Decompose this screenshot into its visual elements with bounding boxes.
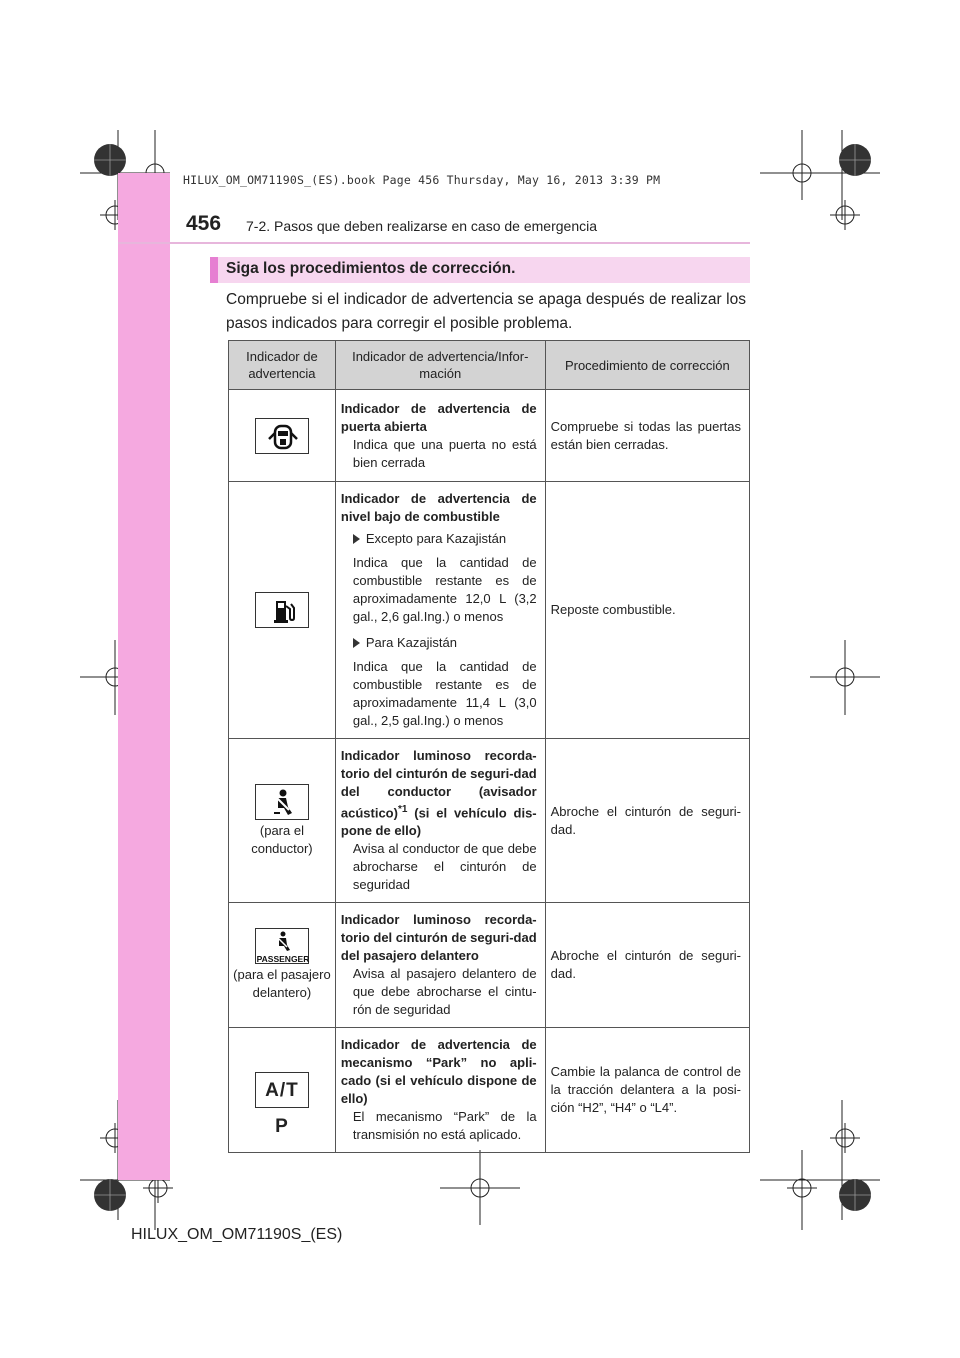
page-number: 456: [186, 212, 222, 235]
column-header: Indicador de advertencia: [229, 341, 336, 390]
indicator-name: Indicador luminoso recorda-torio del cinturón de seguri-dad del pasajero delantero: [340, 912, 537, 964]
table-header-row: [229, 341, 750, 390]
indicator-description: Avisa al conductor de que debe abrocharse el cinturón de seguridad: [352, 841, 537, 893]
procedure-text: Cambie la palanca de control de la tracción delantera a la posi-ción “H2”, “H4” o “L4”.: [550, 1064, 741, 1116]
procedure-text: Compruebe si todas las puertas están bien cerradas.: [550, 418, 741, 452]
icon-caption: (para el conductor): [251, 822, 313, 856]
seatbelt-icon: [255, 784, 309, 820]
triangle-bullet-icon: [353, 534, 360, 544]
indicator-name: Indicador de advertencia de mecanismo “Park” no apli-cado (si el vehículo dispone de ello): [340, 1037, 537, 1107]
footer-code: HILUX_OM_OM71190S_(ES): [131, 1226, 343, 1243]
section-heading-text: Siga los procedimientos de corrección.: [226, 260, 516, 277]
list-item: Excepto para Kazajistán: [341, 530, 537, 548]
procedure-text: Abroche el cinturón de seguri-dad.: [550, 803, 741, 837]
list-item: Para Kazajistán: [341, 634, 537, 652]
triangle-bullet-icon: [353, 638, 360, 648]
footnote-mark: *1: [397, 804, 408, 815]
section-heading-bar: [210, 257, 218, 283]
table-row: [229, 390, 750, 482]
icon-caption: (para el pasajero delantero): [233, 967, 331, 1001]
at-p-icon: A/T P: [255, 1072, 309, 1108]
indicator-description: Avisa al pasajero delantero de que debe abrocharse el cintu-rón de seguridad: [352, 966, 537, 1018]
procedure-text: Reposte combustible.: [550, 602, 676, 617]
chapter-title: 7-2. Pasos que deben realizarse en caso de emergencia: [246, 218, 597, 234]
passenger-label: PASSENGER: [256, 954, 310, 965]
table-row: [229, 1028, 750, 1153]
book-stamp: HILUX_OM_OM71190S_(ES).book Page 456 Thursday, May 16, 2013 3:39 PM: [183, 173, 661, 187]
column-header: Procedimiento de corrección: [545, 341, 749, 390]
table-row: [229, 739, 750, 903]
indicator-name: Indicador de advertencia de nivel bajo de combustible: [340, 491, 537, 524]
column-header: Indicador de advertencia/Infor-mación: [335, 341, 545, 390]
warning-table: [228, 340, 750, 1153]
table-row: [229, 482, 750, 739]
side-tab-band: [118, 173, 170, 1180]
indicator-description: Indica que la cantidad de combustible restante es de aproximadamente 12,0 L (3,2 gal., 2,6 gal.Ing.) o menos: [352, 555, 537, 624]
fuel-pump-icon: [255, 592, 309, 628]
indicator-description: Indica que una puerta no está bien cerrada: [352, 436, 537, 470]
indicator-description: El mecanismo “Park” de la transmisión no está aplicado.: [352, 1109, 537, 1143]
passenger-seatbelt-icon: [255, 928, 309, 964]
indicator-name: Indicador luminoso recorda-torio del cinturón de seguri-dad del conductor (avisador acústico)$^{*1}$ (si el vehículo dis-pone de ello): [340, 748, 537, 839]
intro-paragraph: Compruebe si el indicador de advertencia se apaga después de realizar los pasos indicados para corregir el posible problema.: [226, 291, 746, 332]
section-heading: [210, 257, 750, 283]
indicator-description: Indica que la cantidad de combustible restante es de aproximadamente 11,4 L (3,0 gal., 2,5 gal.Ing.) o menos: [352, 659, 537, 728]
indicator-name: Indicador de advertencia de puerta abierta: [340, 400, 537, 434]
header-rule: [118, 242, 750, 244]
procedure-text: Abroche el cinturón de seguri-dad.: [550, 948, 741, 982]
door-open-icon: [255, 418, 309, 454]
table-row: [229, 903, 750, 1028]
